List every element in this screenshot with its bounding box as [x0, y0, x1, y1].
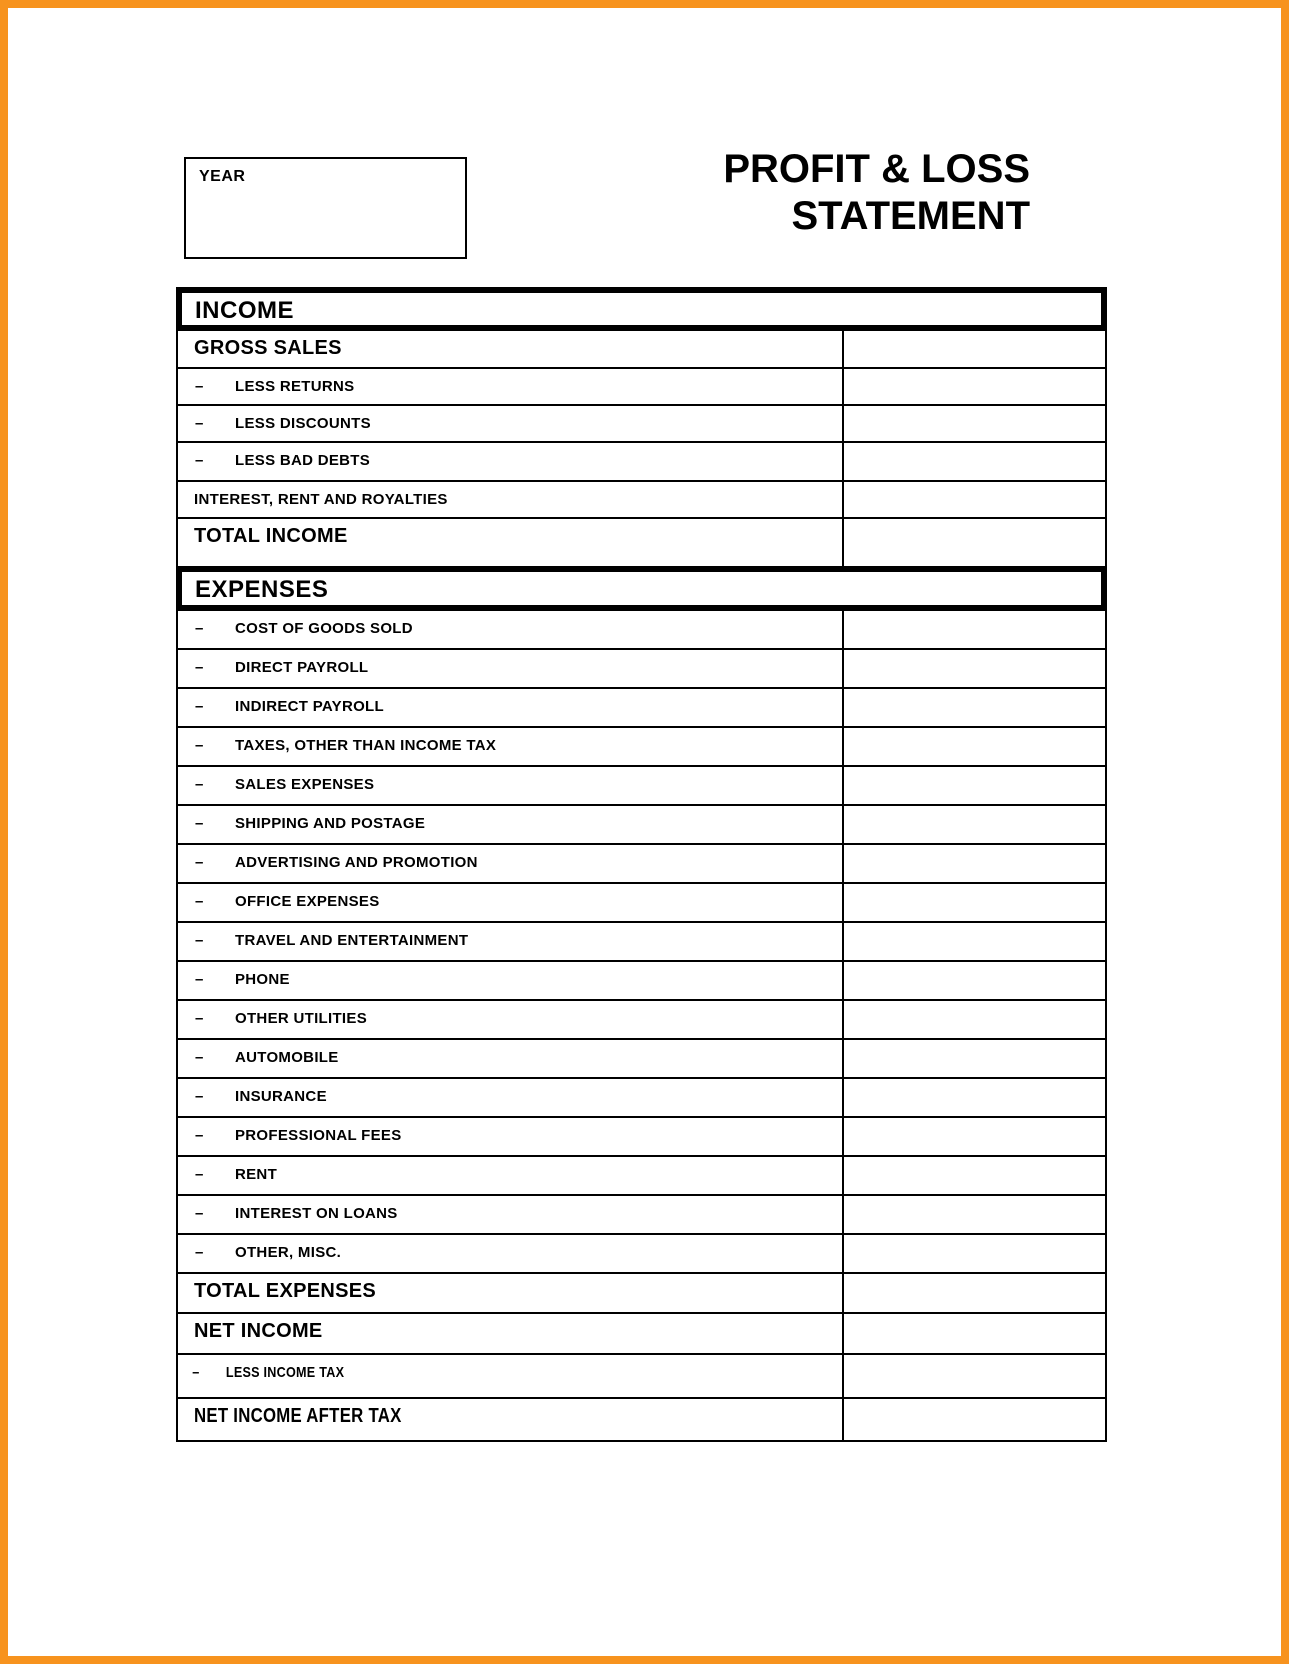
table-row [176, 1157, 1107, 1196]
table-row [176, 519, 1107, 566]
minus-prefix: – [195, 971, 204, 988]
table-row [176, 611, 1107, 650]
year-box [184, 157, 467, 259]
table-row [176, 689, 1107, 728]
table-row [176, 962, 1107, 1001]
table-row [176, 728, 1107, 767]
minus-prefix: – [195, 378, 204, 395]
row-label: OFFICE EXPENSES [235, 893, 380, 910]
minus-prefix: – [195, 1049, 204, 1066]
amount-cell [842, 611, 1105, 648]
table-row [176, 1274, 1107, 1314]
table-row [176, 443, 1107, 482]
amount-cell [842, 1314, 1105, 1353]
minus-prefix: – [195, 1088, 204, 1105]
amount-cell [842, 1274, 1105, 1312]
amount-cell [842, 1196, 1105, 1233]
minus-prefix: – [195, 1166, 204, 1183]
section-header-expenses: EXPENSES [176, 566, 1107, 611]
row-label: RENT [235, 1166, 278, 1183]
row-label: SHIPPING AND POSTAGE [235, 815, 426, 832]
year-label: YEAR [199, 168, 246, 185]
minus-prefix: – [195, 452, 204, 469]
table-row [176, 482, 1107, 519]
minus-prefix: – [195, 776, 204, 793]
row-label: AUTOMOBILE [235, 1049, 339, 1066]
amount-cell [842, 962, 1105, 999]
row-label: LESS RETURNS [235, 378, 355, 395]
page-title-line2: STATEMENT [791, 194, 1030, 238]
amount-cell [842, 1079, 1105, 1116]
minus-prefix: – [195, 893, 204, 910]
minus-prefix: – [195, 854, 204, 871]
table-row [176, 1001, 1107, 1040]
minus-prefix: – [195, 659, 204, 676]
row-label: NET INCOME [194, 1320, 323, 1342]
amount-cell [842, 845, 1105, 882]
row-label: TOTAL EXPENSES [194, 1280, 377, 1302]
amount-cell [842, 406, 1105, 441]
minus-prefix: – [195, 932, 204, 949]
amount-cell [842, 1399, 1105, 1440]
table-row [176, 1079, 1107, 1118]
minus-prefix: – [195, 737, 204, 754]
table-row [176, 1040, 1107, 1079]
row-label: INSURANCE [235, 1088, 327, 1105]
row-label: GROSS SALES [194, 337, 342, 359]
amount-cell [842, 1040, 1105, 1077]
minus-prefix: – [195, 1244, 204, 1261]
minus-prefix: – [195, 620, 204, 637]
amount-cell [842, 767, 1105, 804]
amount-cell [842, 1118, 1105, 1155]
row-label: TRAVEL AND ENTERTAINMENT [235, 932, 469, 949]
amount-cell [842, 1001, 1105, 1038]
row-label: OTHER UTILITIES [235, 1010, 367, 1027]
amount-cell [842, 689, 1105, 726]
row-label: SALES EXPENSES [235, 776, 375, 793]
minus-prefix: – [192, 1364, 200, 1381]
section-header-income: INCOME [176, 287, 1107, 331]
row-label: PROFESSIONAL FEES [235, 1127, 402, 1144]
amount-cell [842, 1355, 1105, 1397]
table-row [176, 806, 1107, 845]
amount-cell [842, 923, 1105, 960]
row-label: TAXES, OTHER THAN INCOME TAX [235, 737, 497, 754]
table-row [176, 1118, 1107, 1157]
table-row [176, 845, 1107, 884]
table-row [176, 767, 1107, 806]
minus-prefix: – [195, 698, 204, 715]
row-label: ADVERTISING AND PROMOTION [235, 854, 478, 871]
page-title [723, 146, 1030, 240]
row-label: NET INCOME AFTER TAX [194, 1405, 402, 1427]
row-label: DIRECT PAYROLL [235, 659, 369, 676]
row-label: COST OF GOODS SOLD [235, 620, 413, 637]
amount-cell [842, 806, 1105, 843]
table-row [176, 1196, 1107, 1235]
row-label: OTHER, MISC. [235, 1244, 342, 1261]
table-row [176, 650, 1107, 689]
amount-cell [842, 728, 1105, 765]
amount-cell [842, 1235, 1105, 1272]
row-label: LESS INCOME TAX [225, 1364, 345, 1381]
table-row [176, 884, 1107, 923]
table-row [176, 1355, 1107, 1399]
amount-cell [842, 1157, 1105, 1194]
amount-cell [842, 369, 1105, 404]
row-label: LESS BAD DEBTS [235, 452, 371, 469]
amount-cell [842, 482, 1105, 517]
amount-cell [842, 650, 1105, 687]
amount-cell [842, 331, 1105, 367]
amount-cell [842, 884, 1105, 921]
minus-prefix: – [195, 815, 204, 832]
table-row [176, 369, 1107, 406]
profit-loss-table [176, 287, 1107, 1442]
amount-cell [842, 443, 1105, 480]
minus-prefix: – [195, 415, 204, 432]
amount-cell [842, 519, 1105, 566]
page-title-line1: PROFIT & LOSS [723, 147, 1030, 191]
row-label: INTEREST, RENT AND ROYALTIES [194, 491, 448, 508]
row-label: PHONE [235, 971, 290, 988]
minus-prefix: – [195, 1010, 204, 1027]
row-label: INTEREST ON LOANS [235, 1205, 398, 1222]
minus-prefix: – [195, 1205, 204, 1222]
minus-prefix: – [195, 1127, 204, 1144]
table-row [176, 1314, 1107, 1355]
table-row [176, 1399, 1107, 1442]
row-label: INDIRECT PAYROLL [235, 698, 384, 715]
table-row [176, 1235, 1107, 1274]
table-row [176, 406, 1107, 443]
table-row [176, 331, 1107, 369]
row-label: LESS DISCOUNTS [235, 415, 371, 432]
table-row [176, 923, 1107, 962]
row-label: TOTAL INCOME [194, 525, 348, 547]
